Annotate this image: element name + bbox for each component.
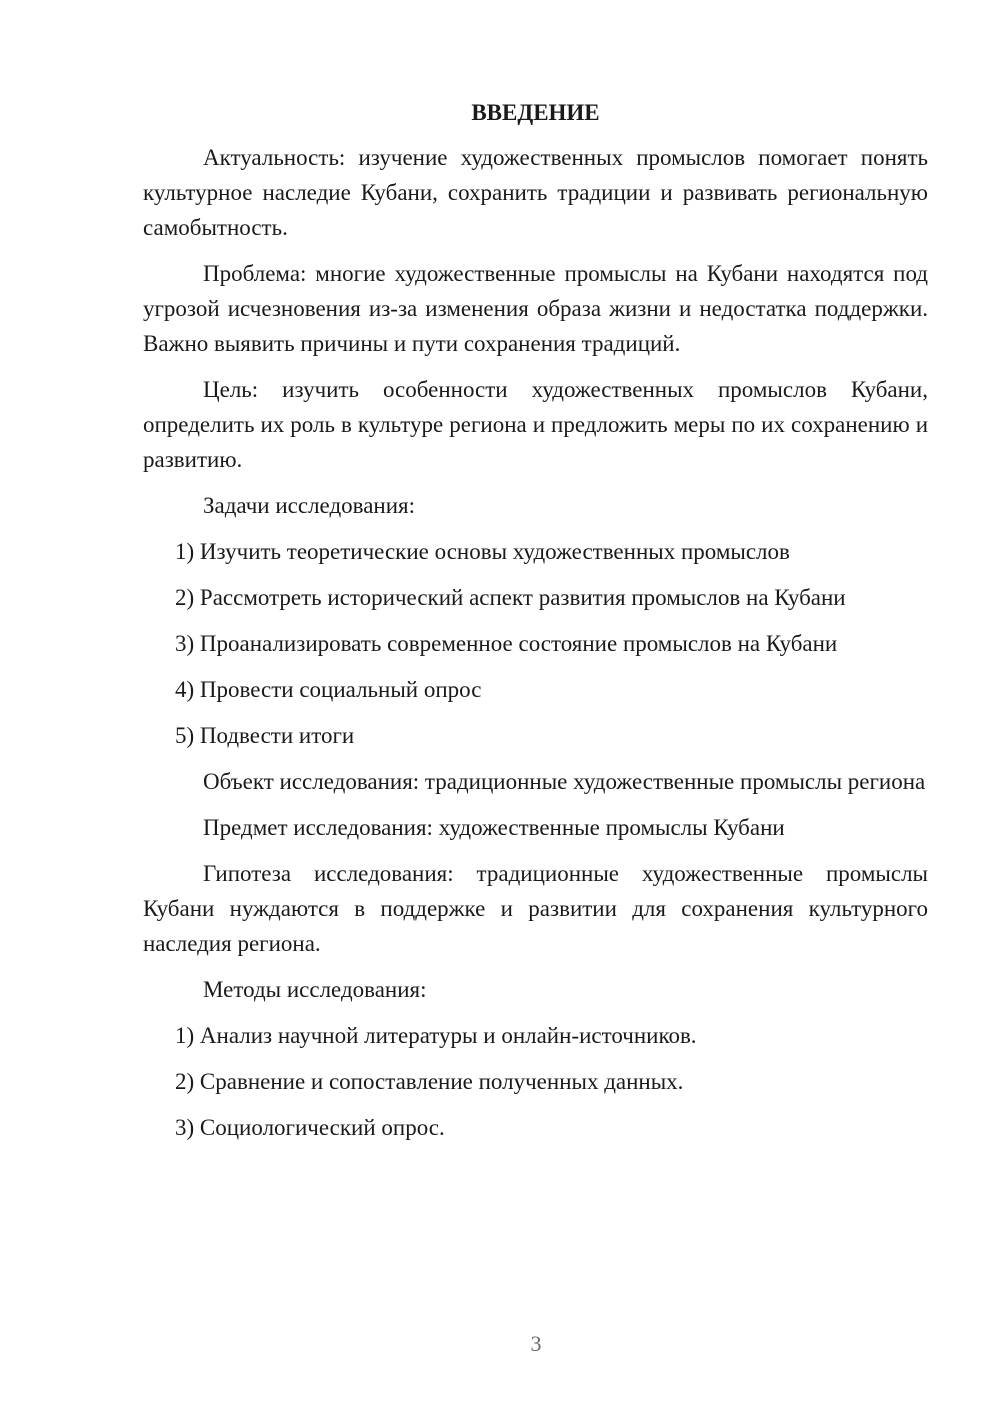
- list-item: 2) Сравнение и сопоставление полученных данных.: [175, 1069, 684, 1094]
- list-item: 5) Подвести итоги: [175, 723, 355, 748]
- goal-paragraph: Цель: изучить особенности художественных промыслов Кубани, определить их роль в культуре региона и предложить меры по их сохранению и развитию.: [143, 377, 928, 472]
- subject-paragraph: Предмет исследования: художественные промыслы Кубани: [203, 815, 785, 840]
- page-title: ВВЕДЕНИЕ: [471, 100, 600, 125]
- list-item: 4) Провести социальный опрос: [175, 677, 482, 702]
- methods-list: [143, 1018, 928, 1145]
- list-item: 1) Анализ научной литературы и онлайн-источников.: [175, 1023, 697, 1048]
- document-page: [143, 95, 928, 1156]
- tasks-list: [143, 534, 928, 753]
- methods-label: Методы исследования:: [203, 977, 427, 1002]
- tasks-label: Задачи исследования:: [203, 493, 416, 518]
- list-item: 3) Проанализировать современное состояние промыслов на Кубани: [175, 631, 838, 656]
- page-number: 3: [530, 1331, 542, 1356]
- list-item: 1) Изучить теоретические основы художественных промыслов: [175, 539, 790, 564]
- hypothesis-paragraph: Гипотеза исследования: традиционные художественные промыслы Кубани нуждаются в поддержке и развитии для сохранения культурного наследия региона.: [143, 861, 928, 956]
- problem-paragraph: Проблема: многие художественные промыслы на Кубани находятся под угрозой исчезновения из-за изменения образа жизни и недостатка поддержки. Важно выявить причины и пути сохранения традиций.: [143, 261, 928, 356]
- relevance-paragraph: Актуальность: изучение художественных промыслов помогает понять культурное наследие Кубани, сохранить традиции и развивать региональную самобытность.: [143, 145, 928, 240]
- list-item: 2) Рассмотреть исторический аспект развития промыслов на Кубани: [175, 585, 846, 610]
- object-paragraph: Объект исследования: традиционные художественные промыслы региона: [203, 769, 926, 794]
- list-item: 3) Социологический опрос.: [175, 1115, 445, 1140]
